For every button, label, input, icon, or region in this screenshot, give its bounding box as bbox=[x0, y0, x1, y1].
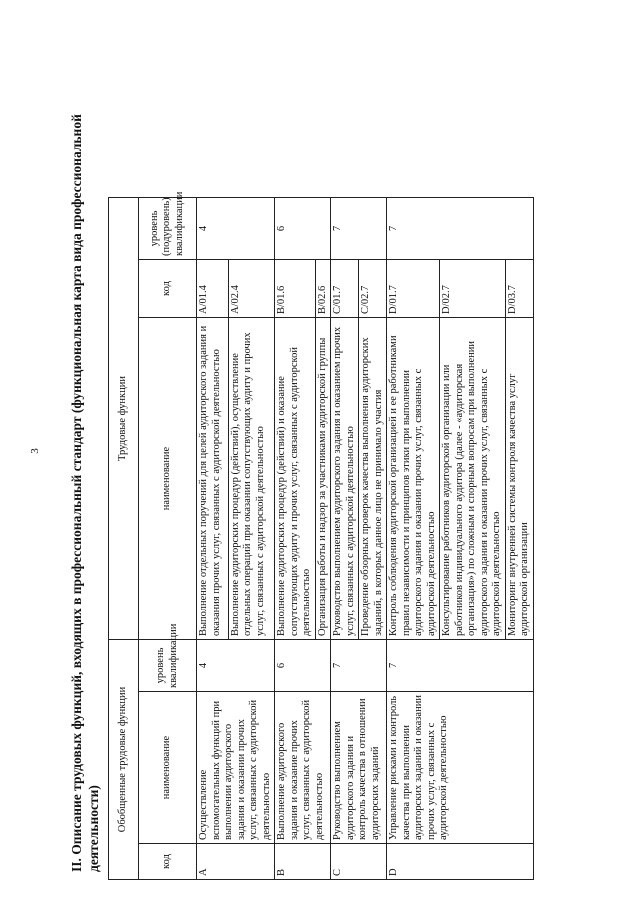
spacer-cell bbox=[315, 61, 331, 197]
function-code-cell: D/02.7 bbox=[440, 260, 506, 318]
table-row bbox=[197, 61, 229, 879]
function-name-cell: Мониторинг внутренней системы контроля качества услуг аудиторской организации bbox=[505, 318, 533, 640]
spacer-cell bbox=[228, 61, 274, 197]
function-name-cell: Выполнение отдельных поручений для целей аудиторского задания и оказания прочих услуг, связанных с аудиторской деятельностью bbox=[197, 318, 229, 640]
rotated-page bbox=[68, 55, 613, 880]
table-row bbox=[331, 61, 359, 879]
generalized-name-cell: Выполнение аудиторского задания и оказание прочих услуг, связанных с аудиторской деятельностью bbox=[275, 692, 331, 844]
function-name-cell: Выполнение аудиторских процедур (действий), осуществление отдельных операций при оказании сопутствующих аудиту и прочих услуг, связанных с аудиторской деятельностью bbox=[228, 318, 274, 640]
spacer-cell bbox=[440, 61, 506, 197]
generalized-code-cell: D bbox=[387, 844, 534, 880]
function-level-cell: 6 bbox=[275, 197, 331, 259]
function-code-cell: B/01.6 bbox=[275, 260, 316, 318]
generalized-name-cell: Осуществление вспомогательных функций при выполнении аудиторского задания и оказании прочих услуг, связанных с аудиторской деятельностью bbox=[197, 692, 275, 844]
function-level-cell: 4 bbox=[197, 197, 275, 259]
generalized-level-cell: 7 bbox=[387, 640, 534, 692]
functional-map-table bbox=[108, 61, 534, 880]
function-name-cell: Организация работы и надзор за участниками аудиторской группы bbox=[315, 318, 331, 640]
section-heading: II. Описание трудовых функций, входящих в профессиональный стандарт (функциональная карта вида профессиональной деятельности) bbox=[69, 114, 101, 872]
function-level-cell: 7 bbox=[387, 197, 534, 259]
col-level-header: уровень квалификации bbox=[139, 640, 197, 692]
generalized-name-cell: Управление рисками и контроль качества при выполнении аудиторских заданий и оказании прочих услуг, связанных с аудиторской деятельностью bbox=[387, 692, 534, 844]
spacer-cell bbox=[359, 61, 387, 197]
generalized-level-cell: 7 bbox=[331, 640, 387, 692]
function-code-cell: D/01.7 bbox=[387, 260, 440, 318]
function-code-cell: B/02.6 bbox=[315, 260, 331, 318]
generalized-level-cell: 4 bbox=[197, 640, 275, 692]
col-function-code-header: код bbox=[139, 260, 197, 318]
spacer-cell bbox=[331, 61, 359, 197]
table-row bbox=[387, 61, 440, 879]
spacer-cell bbox=[275, 61, 316, 197]
function-code-cell: D/03.7 bbox=[505, 260, 533, 318]
col-name-header: наименование bbox=[139, 692, 197, 844]
generalized-functions-header: Обобщенные трудовые функции bbox=[109, 640, 139, 880]
function-code-cell: A/01.4 bbox=[197, 260, 229, 318]
col-function-name-header: наименование bbox=[139, 318, 197, 640]
generalized-code-cell: A bbox=[197, 844, 275, 880]
function-name-cell: Руководство выполнением аудиторского задания и оказанием прочих услуг, связанных с аудиторской деятельностью bbox=[331, 318, 359, 640]
generalized-code-cell: B bbox=[275, 844, 331, 880]
function-name-cell: Проведение обзорных проверок качества выполнения аудиторских заданий, в которых данное лицо не принимало участия bbox=[359, 318, 387, 640]
labor-functions-header: Трудовые функции bbox=[109, 197, 139, 639]
spacer-cell bbox=[387, 61, 440, 197]
page-number: 3 bbox=[28, 448, 41, 454]
col-function-level-header: уровень (подуровень) квалификации bbox=[139, 197, 197, 259]
function-code-cell: C/02.7 bbox=[359, 260, 387, 318]
table-row bbox=[275, 61, 316, 879]
function-name-cell: Выполнение аудиторских процедур (действий) и оказание сопутствующих аудиту и прочих услуг, связанных с аудиторской деятельностью bbox=[275, 318, 316, 640]
col-code-header: код bbox=[139, 844, 197, 880]
spacer-cell bbox=[505, 61, 533, 197]
generalized-name-cell: Руководство выполнением аудиторского задания и контроль качества в отношении аудиторских заданий bbox=[331, 692, 387, 844]
generalized-level-cell: 6 bbox=[275, 640, 331, 692]
function-level-cell: 7 bbox=[331, 197, 387, 259]
function-name-cell: Консультирование работников аудиторской организации или работников индивидуального аудитора (далее - «аудиторская организация») по сложным и спорным вопросам при выполнении аудиторского задания и оказании прочих услуг, связанных с аудиторской деятельностью bbox=[440, 318, 506, 640]
function-name-cell: Контроль соблюдения аудиторской организацией и ее работниками правил независимости и принципов этики при выполнении аудиторского задания и оказании прочих услуг, связанных с аудиторской деятельностью bbox=[387, 318, 440, 640]
generalized-code-cell: C bbox=[331, 844, 387, 880]
function-code-cell: C/01.7 bbox=[331, 260, 359, 318]
function-code-cell: A/02.4 bbox=[228, 260, 274, 318]
spacer-cell bbox=[197, 61, 229, 197]
